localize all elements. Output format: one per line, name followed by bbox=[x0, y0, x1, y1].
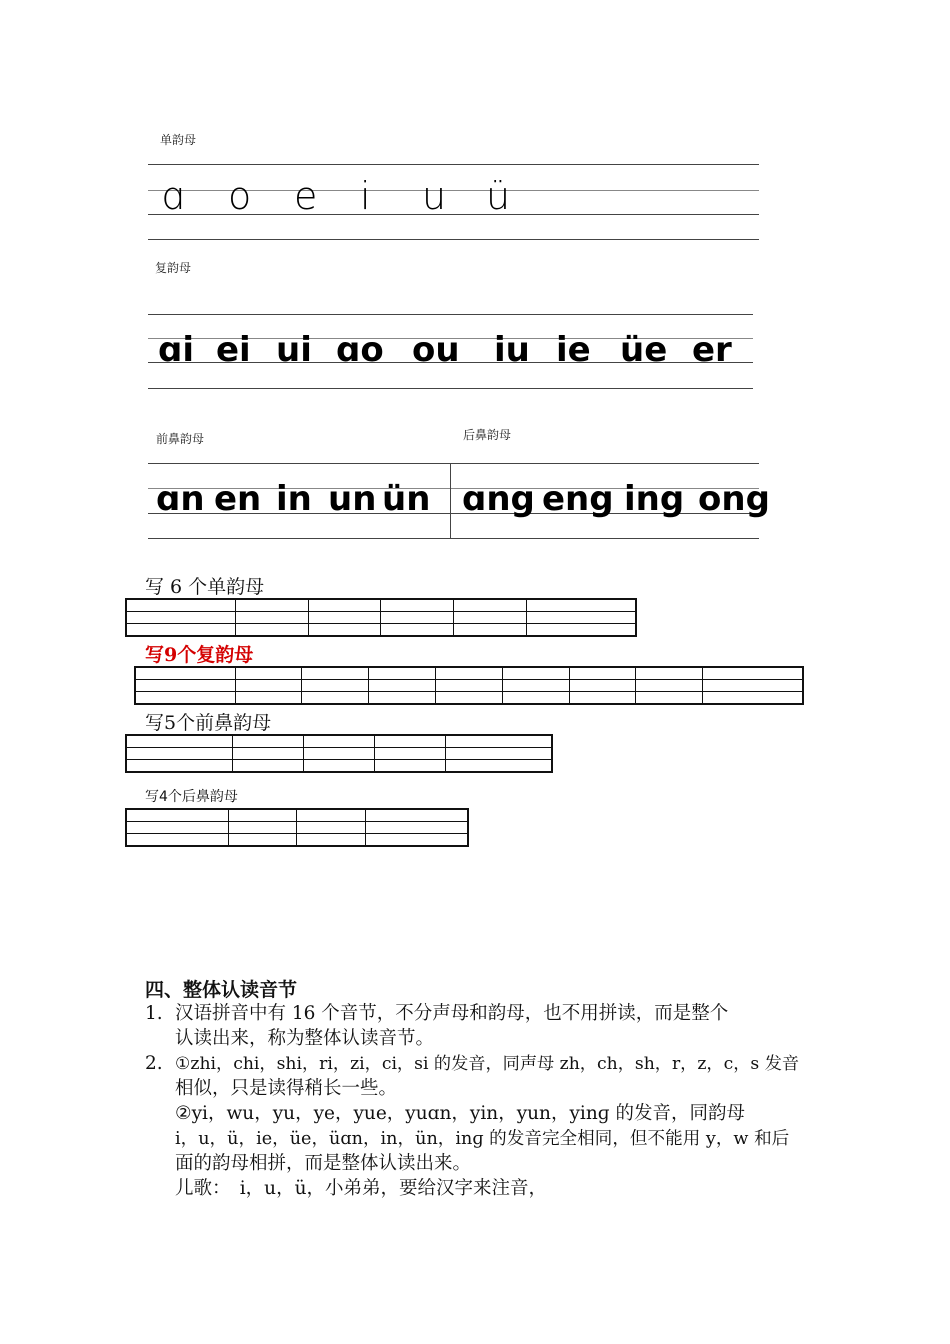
item-2-number: 2. bbox=[145, 1053, 163, 1074]
pinyin-final: ɑi bbox=[158, 330, 194, 370]
back-nasal-label: 后鼻韵母 bbox=[463, 428, 512, 442]
front-nasal-label: 前鼻韵母 bbox=[156, 432, 205, 446]
exercise-1-grid[interactable] bbox=[125, 598, 637, 637]
pinyin-final: er bbox=[692, 330, 732, 370]
item-2-line-6: 儿歌： i，u，ü，小弟弟，要给汉字来注音， bbox=[175, 1178, 547, 1199]
exercise-4-grid[interactable] bbox=[125, 808, 469, 847]
pinyin-final: eng bbox=[542, 479, 614, 519]
pinyin-final: u bbox=[422, 174, 447, 218]
item-1-number: 1. bbox=[145, 1003, 163, 1024]
pinyin-final: ɑo bbox=[336, 330, 384, 370]
pinyin-final: ou bbox=[412, 330, 460, 370]
back-nasal-row bbox=[462, 477, 768, 521]
pinyin-final: ui bbox=[276, 330, 312, 370]
compound-finals-row bbox=[158, 328, 752, 372]
pinyin-final: ie bbox=[556, 330, 591, 370]
pinyin-final: in bbox=[276, 479, 312, 519]
item-2-line-4: i，u，ü，ie，üe，üɑn，in，ün，inɡ 的发音完全相同，但不能用 y，w 和后 bbox=[175, 1129, 790, 1149]
ruling-line bbox=[148, 239, 759, 240]
pinyin-final: i bbox=[360, 174, 371, 218]
ruling-line bbox=[148, 314, 753, 315]
pinyin-final: ei bbox=[216, 330, 251, 370]
ruling-line bbox=[148, 164, 759, 165]
item-2-line-2: 相似，只是读得稍长一些。 bbox=[175, 1078, 398, 1099]
pinyin-final: e bbox=[294, 174, 318, 218]
ruling-line bbox=[148, 538, 759, 539]
exercise-2-grid[interactable] bbox=[134, 666, 804, 705]
item-2-line-1: ①zhi，chi，shi，ri，zi，ci，si 的发音，同声母 zh，ch，sh，r，z，c，s 发音 bbox=[175, 1054, 800, 1074]
single-finals-label: 单韵母 bbox=[160, 133, 197, 147]
item-1-line-1: 汉语拼音中有 16 个音节，不分声母和韵母，也不用拼读，而是整个 bbox=[175, 1003, 729, 1024]
pinyin-final: ong bbox=[698, 479, 770, 519]
pinyin-final: iu bbox=[494, 330, 530, 370]
front-nasal-row bbox=[156, 477, 438, 521]
pinyin-final: en bbox=[214, 479, 262, 519]
item-2-line-3: ②yi，wu，yu，ye，yue，yuɑn，yin，yun，yinɡ 的发音，同韵母 bbox=[175, 1103, 745, 1124]
exercise-4-title: 写4个后鼻韵母 bbox=[145, 789, 238, 805]
pinyin-final: ing bbox=[624, 479, 685, 519]
ruling-line bbox=[148, 388, 753, 389]
pinyin-final: ün bbox=[382, 479, 431, 519]
divider-line bbox=[450, 463, 451, 538]
exercise-2-title: 写9个复韵母 bbox=[145, 644, 254, 666]
compound-finals-label: 复韵母 bbox=[155, 261, 192, 275]
item-2-line-5: 面的韵母相拼，而是整体认读出来。 bbox=[175, 1153, 472, 1174]
section-4-heading: 四、整体认读音节 bbox=[145, 979, 298, 1001]
pinyin-final: ɑ bbox=[160, 174, 185, 218]
pinyin-final: üe bbox=[620, 330, 668, 370]
pinyin-final: ɑn bbox=[156, 479, 205, 519]
pinyin-final: ɑng bbox=[462, 479, 535, 519]
pinyin-final: ü bbox=[486, 174, 511, 218]
exercise-3-grid[interactable] bbox=[125, 734, 553, 773]
item-1-line-2: 认读出来，称为整体认读音节。 bbox=[175, 1028, 435, 1049]
single-finals-row bbox=[160, 174, 546, 218]
pinyin-final: un bbox=[328, 479, 377, 519]
pinyin-final: o bbox=[228, 174, 252, 218]
exercise-1-title: 写 6 个单韵母 bbox=[145, 576, 265, 598]
ruling-line bbox=[148, 463, 759, 464]
exercise-3-title: 写5个前鼻韵母 bbox=[145, 712, 272, 734]
